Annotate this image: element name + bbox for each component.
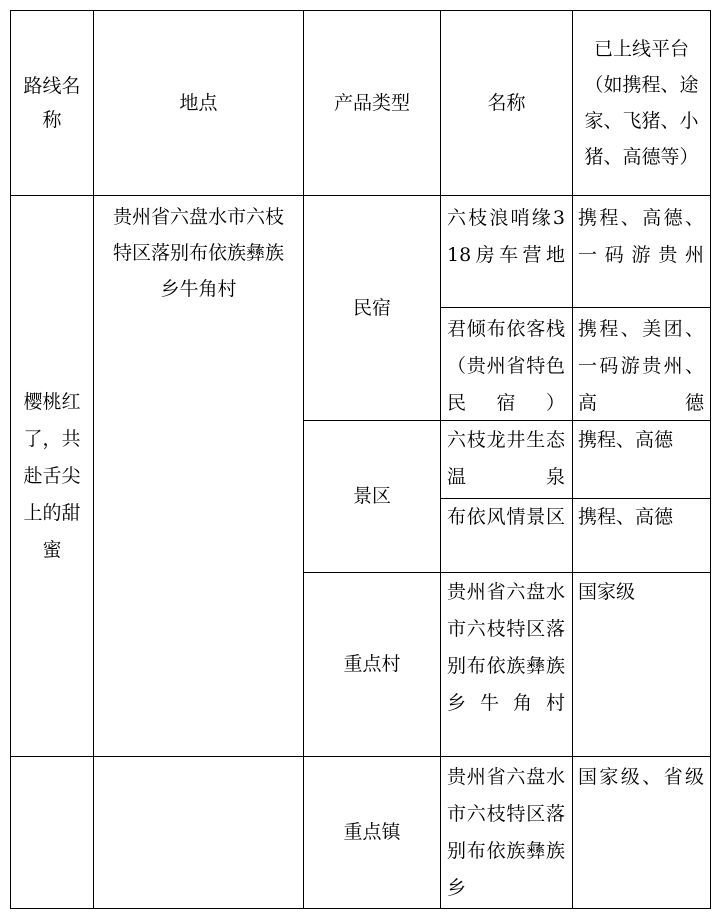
minsu-2-platform-text: 携程、美团、一码游贵州、高德 [578, 318, 704, 414]
header-location [94, 11, 303, 195]
route-name-cell [11, 196, 93, 756]
header-product-type-text: 产品类型 [333, 91, 410, 114]
header-platform-text: 已上线平台（如携程、途家、飞猪、小猪、高德等） [584, 38, 699, 168]
product-type-village-text: 重点村 [343, 653, 401, 675]
scenic-2-platform-cell [578, 499, 704, 536]
header-route-name-text: 路线名称 [23, 75, 81, 131]
product-type-minsu-text: 民宿 [352, 296, 391, 319]
village-name-cell [447, 574, 565, 722]
village-platform-text: 国家级 [578, 581, 636, 603]
minsu-1-platform-text: 携程、高德、一码游贵州 [578, 207, 704, 266]
scenic-1-platform-cell [578, 422, 704, 459]
scenic-2-name-cell [447, 499, 565, 536]
location-text: 贵州省六盘水市六枝特区落别布依族彝族乡牛角村 [112, 206, 284, 300]
product-type-town-text: 重点镇 [343, 821, 401, 843]
header-platform [573, 11, 710, 195]
town-name-text: 贵州省六盘水市六枝特区落别布依族彝族乡 [447, 766, 565, 899]
scenic-1-name-text: 六枝龙井生态温泉 [447, 429, 565, 488]
minsu-2-name-text: 君倾布依客栈（贵州省特色民宿） [447, 318, 565, 414]
header-route-name [11, 11, 93, 195]
minsu-1-platform-cell [578, 200, 704, 274]
village-name-text: 贵州省六盘水市六枝特区落别布依族彝族乡牛角村 [447, 581, 565, 714]
town-platform-cell [578, 759, 704, 796]
route-name-text: 樱桃红了，共赴舌尖上的甜蜜 [23, 390, 81, 561]
header-name [441, 11, 572, 195]
header-product-type [304, 11, 440, 195]
scenic-1-name-cell [447, 422, 565, 496]
minsu-1-name-text: 六枝浪哨缘318房车营地 [447, 207, 565, 266]
product-type-town [304, 757, 440, 908]
scenic-2-name-text: 布依风情景区 [447, 506, 565, 528]
minsu-row-divider [440, 307, 711, 308]
header-location-text: 地点 [179, 91, 218, 114]
town-name-cell [447, 759, 565, 907]
minsu-2-name-cell [447, 311, 565, 422]
product-type-scenic-text: 景区 [352, 485, 391, 507]
scenic-1-platform-text: 携程、高德 [578, 429, 674, 451]
town-platform-text: 国家级、省级 [578, 766, 704, 788]
header-name-text: 名称 [487, 91, 526, 114]
location-cell [94, 199, 303, 307]
product-type-village [304, 573, 440, 756]
table-border-right [710, 10, 711, 909]
table-border-bottom [10, 908, 711, 909]
product-type-scenic [304, 421, 440, 572]
village-platform-cell [578, 574, 704, 611]
minsu-1-name-cell [447, 200, 565, 274]
minsu-2-platform-cell [578, 311, 704, 422]
scenic-2-platform-text: 携程、高德 [578, 506, 674, 528]
product-type-minsu [304, 196, 440, 420]
